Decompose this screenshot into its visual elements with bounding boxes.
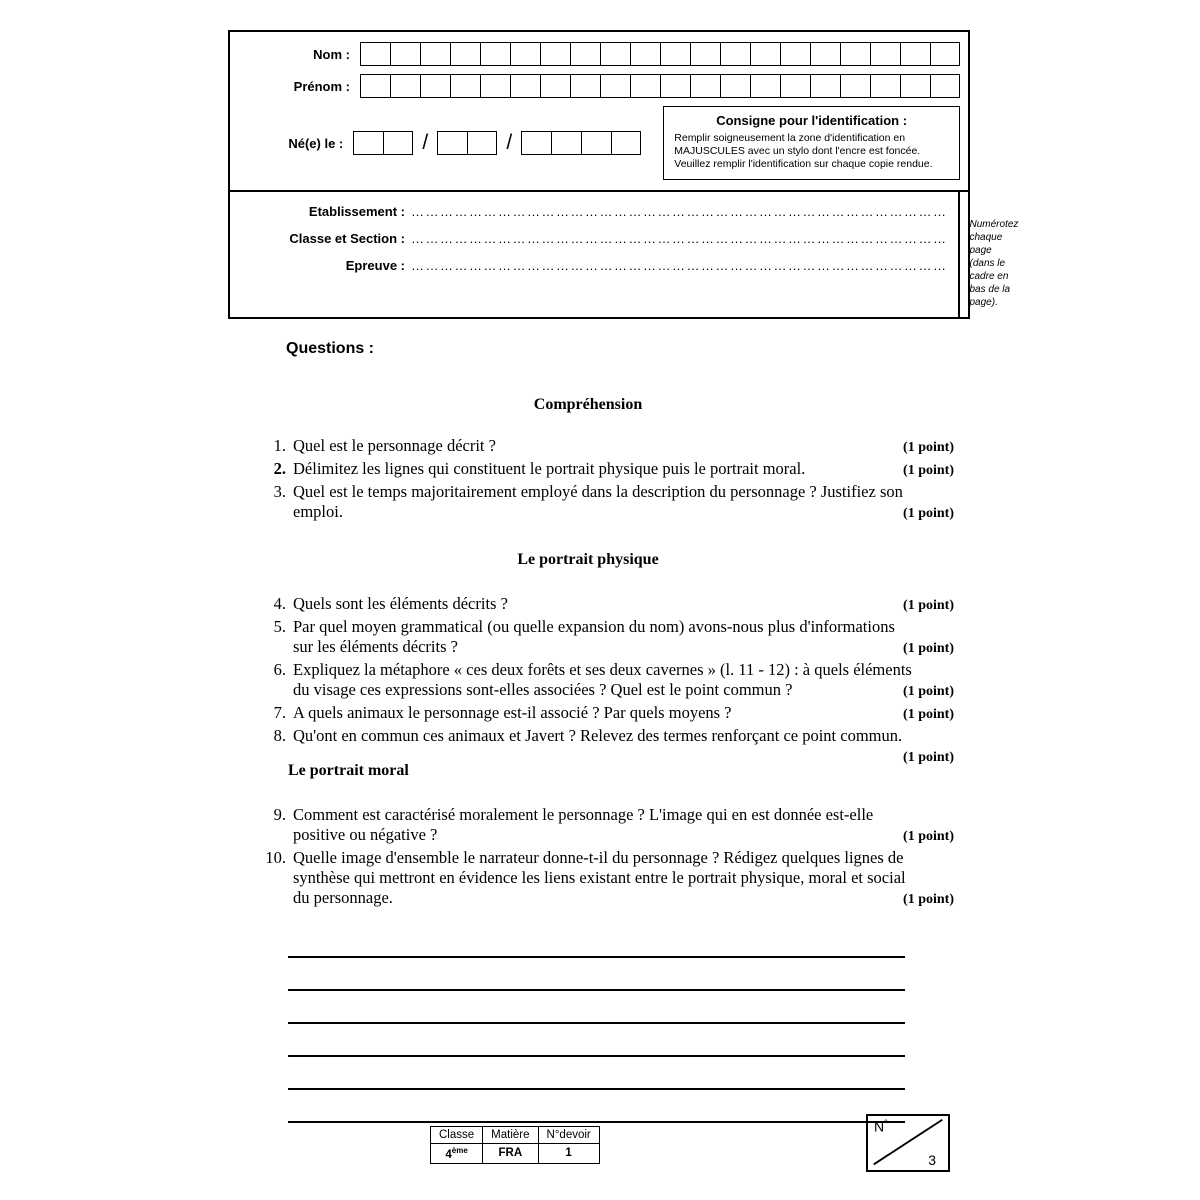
question-text-wrap: [293, 617, 954, 659]
prenom-cell[interactable]: [660, 74, 690, 98]
classe-section-row: [230, 231, 948, 246]
question-item: [262, 482, 954, 524]
prenom-cell[interactable]: [810, 74, 840, 98]
question-points: (1 point): [903, 641, 954, 656]
nom-cell[interactable]: [510, 42, 540, 66]
year-cell[interactable]: [521, 131, 551, 155]
birthdate-label: Né(e) le :: [288, 135, 344, 151]
question-item: [262, 594, 954, 616]
answer-line[interactable]: [288, 1057, 905, 1090]
page-number-label: N°: [874, 1118, 888, 1135]
question-text-cont: positive ou négative ?: [293, 825, 438, 844]
nom-cell[interactable]: [630, 42, 660, 66]
birthdate-day[interactable]: [353, 131, 413, 155]
question-item: [262, 459, 954, 481]
identification-box: [228, 30, 1019, 319]
question-text: Délimitez les lignes qui constituent le portrait physique puis le portrait moral.: [293, 459, 806, 478]
header-ndevoir: N°devoir: [538, 1127, 599, 1144]
nom-cell[interactable]: [840, 42, 870, 66]
classe-section-input[interactable]: …………………………………………………………………………………………………: [411, 231, 948, 246]
table-row: [431, 1144, 600, 1164]
header-matiere: Matière: [483, 1127, 538, 1144]
prenom-cell[interactable]: [720, 74, 750, 98]
question-text-wrap: [293, 805, 954, 847]
question-item: [262, 436, 954, 458]
birthdate-month[interactable]: [437, 131, 497, 155]
question-item: [262, 805, 954, 847]
answer-line[interactable]: [288, 1090, 905, 1123]
header-classe: Classe: [431, 1127, 483, 1144]
nom-cell[interactable]: [480, 42, 510, 66]
answer-line[interactable]: [288, 958, 905, 991]
question-number: 4.: [273, 594, 286, 613]
question-text: Par quel moyen grammatical (ou quelle expansion du nom) avons-nous plus d'informations: [293, 617, 895, 636]
prenom-cell[interactable]: [360, 74, 390, 98]
nom-cell[interactable]: [930, 42, 960, 66]
section-portrait-physique: [262, 551, 954, 769]
identification-bottom: [230, 192, 1019, 317]
question-text-cont: du visage ces expressions sont-elles associées ? Quel est le point commun ?: [293, 680, 793, 699]
section-title: Compréhension: [533, 396, 643, 413]
school-fields: [230, 192, 960, 317]
prenom-cell[interactable]: [870, 74, 900, 98]
nom-cell[interactable]: [540, 42, 570, 66]
birthdate-input-cells[interactable]: [353, 131, 641, 155]
question-text: A quels animaux le personnage est-il associé ? Par quels moyens ?: [293, 703, 732, 722]
nom-cell[interactable]: [420, 42, 450, 66]
question-number: 5.: [273, 617, 286, 636]
section-comprehension: [262, 396, 954, 525]
question-number: 1.: [273, 436, 286, 455]
instructions-line: MAJUSCULES avec un stylo dont l'encre est foncée.: [674, 145, 921, 157]
question-points: (1 point): [903, 829, 954, 844]
nom-cell[interactable]: [660, 42, 690, 66]
question-text: Quel est le temps majoritairement employé dans la description du personnage ? Justifiez son: [293, 482, 903, 501]
instructions-line: Remplir soigneusement la zone d'identification en: [674, 132, 906, 144]
question-text-cont: synthèse qui mettront en évidence les liens existant entre le portrait physique, moral et social: [293, 868, 906, 887]
section-portrait-moral: [262, 762, 954, 911]
nom-cell[interactable]: [900, 42, 930, 66]
question-text-wrap: [293, 660, 954, 702]
prenom-cell[interactable]: [570, 74, 600, 98]
etablissement-label: Etablissement :: [308, 204, 405, 219]
question-item: [262, 617, 954, 659]
prenom-cell[interactable]: [480, 74, 510, 98]
value-classe: [431, 1144, 483, 1164]
prenom-cell[interactable]: [450, 74, 480, 98]
birthdate-row: [238, 106, 960, 180]
question-points: (1 point): [903, 598, 954, 613]
nom-cell[interactable]: [780, 42, 810, 66]
prenom-row: [238, 74, 960, 98]
nom-cell[interactable]: [600, 42, 630, 66]
classe-value-main: 4: [445, 1148, 452, 1161]
question-text-wrap: [293, 594, 954, 616]
prenom-cell[interactable]: [900, 74, 930, 98]
section-title: Le portrait moral: [288, 762, 409, 779]
question-text-wrap: [293, 482, 954, 524]
prenom-cell[interactable]: [750, 74, 780, 98]
instructions-title: Consigne pour l'identification :: [716, 113, 908, 128]
prenom-cell[interactable]: [600, 74, 630, 98]
question-text: Quels sont les éléments décrits ?: [293, 594, 508, 613]
epreuve-input[interactable]: …………………………………………………………………………………………………: [411, 258, 948, 273]
value-matiere: FRA: [483, 1144, 538, 1164]
answer-line[interactable]: [288, 991, 905, 1024]
question-text: Quel est le personnage décrit ?: [293, 436, 496, 455]
identification-instructions: [663, 106, 960, 180]
answer-line[interactable]: [288, 925, 905, 958]
prenom-input-cells[interactable]: [360, 74, 960, 98]
day-cell[interactable]: [353, 131, 383, 155]
question-points: (1 point): [903, 440, 954, 455]
nom-cell[interactable]: [690, 42, 720, 66]
prenom-cell[interactable]: [510, 74, 540, 98]
question-item: [262, 703, 954, 725]
month-cell[interactable]: [437, 131, 467, 155]
year-cell[interactable]: [581, 131, 611, 155]
question-text: Comment est caractérisé moralement le personnage ? L'image qui en est donnée est-elle: [293, 805, 874, 824]
question-text-wrap: [293, 703, 954, 725]
question-item: [262, 660, 954, 702]
questions-heading: Questions :: [286, 340, 375, 357]
numerotez-note: Numérotez chaque page (dans le cadre en bas de la page).: [969, 219, 1019, 308]
answer-line[interactable]: [288, 1024, 905, 1057]
prenom-cell[interactable]: [840, 74, 870, 98]
month-cell[interactable]: [467, 131, 497, 155]
footer-info-table: [430, 1126, 600, 1164]
question-number: 6.: [273, 660, 286, 679]
question-points: (1 point): [903, 707, 954, 722]
date-separator-1: /: [422, 131, 429, 154]
nom-input-cells[interactable]: [360, 42, 960, 66]
question-points: (1 point): [903, 463, 954, 478]
year-cell[interactable]: [611, 131, 641, 155]
birthdate-year[interactable]: [521, 131, 641, 155]
classe-value-sup: ème: [451, 1146, 468, 1155]
question-text: Quelle image d'ensemble le narrateur donne-t-il du personnage ? Rédigez quelques lignes de: [293, 848, 904, 867]
question-points: (1 point): [903, 750, 954, 765]
prenom-cell[interactable]: [930, 74, 960, 98]
nom-cell[interactable]: [570, 42, 600, 66]
question-item: [262, 848, 954, 910]
instructions-line: Veuillez remplir l'identification sur chaque copie rendue.: [674, 158, 933, 170]
question-number: 3.: [273, 482, 286, 501]
nom-cell[interactable]: [360, 42, 390, 66]
identification-top: [230, 32, 968, 192]
page-number-box: [866, 1114, 950, 1172]
classe-section-label: Classe et Section :: [289, 231, 405, 246]
question-text-wrap: [293, 436, 954, 458]
question-number: 8.: [273, 726, 286, 745]
value-ndevoir: 1: [538, 1144, 599, 1164]
question-text: Expliquez la métaphore « ces deux forêts et ses deux cavernes » (l. 11 - 12) : à quels éléments: [293, 660, 912, 679]
day-cell[interactable]: [383, 131, 413, 155]
section-title: Le portrait physique: [517, 551, 659, 568]
answer-lines[interactable]: [288, 925, 905, 1123]
question-text-cont: emploi.: [293, 502, 343, 521]
nom-cell[interactable]: [810, 42, 840, 66]
question-text-cont: sur les éléments décrits ?: [293, 637, 458, 656]
nom-cell[interactable]: [720, 42, 750, 66]
question-text-wrap: [293, 459, 954, 481]
question-number: 2.: [273, 459, 286, 478]
year-cell[interactable]: [551, 131, 581, 155]
nom-row: [238, 42, 960, 66]
prenom-cell[interactable]: [540, 74, 570, 98]
epreuve-label: Epreuve :: [345, 258, 405, 273]
question-text-cont2: du personnage.: [293, 888, 393, 907]
prenom-cell[interactable]: [390, 74, 420, 98]
date-separator-2: /: [506, 131, 513, 154]
prenom-cell[interactable]: [630, 74, 660, 98]
question-points: (1 point): [903, 892, 954, 907]
question-number: 9.: [273, 805, 286, 824]
nom-label: Nom :: [313, 46, 350, 62]
prenom-cell[interactable]: [690, 74, 720, 98]
question-text-wrap: [293, 848, 954, 910]
nom-cell[interactable]: [390, 42, 420, 66]
prenom-cell[interactable]: [780, 74, 810, 98]
nom-cell[interactable]: [870, 42, 900, 66]
etablissement-row: [230, 204, 948, 219]
question-number: 7.: [273, 703, 286, 722]
epreuve-row: [230, 258, 948, 273]
etablissement-input[interactable]: …………………………………………………………………………………………………: [411, 204, 948, 219]
table-header-row: [431, 1127, 600, 1144]
nom-cell[interactable]: [750, 42, 780, 66]
nom-cell[interactable]: [450, 42, 480, 66]
question-points: (1 point): [903, 506, 954, 521]
question-text: Qu'ont en commun ces animaux et Javert ? Relevez des termes renforçant ce point commun.: [293, 726, 903, 745]
prenom-cell[interactable]: [420, 74, 450, 98]
page-number-value: 3: [928, 1152, 936, 1168]
question-number: 10.: [265, 848, 286, 867]
question-points: (1 point): [903, 684, 954, 699]
prenom-label: Prénom :: [293, 78, 350, 94]
